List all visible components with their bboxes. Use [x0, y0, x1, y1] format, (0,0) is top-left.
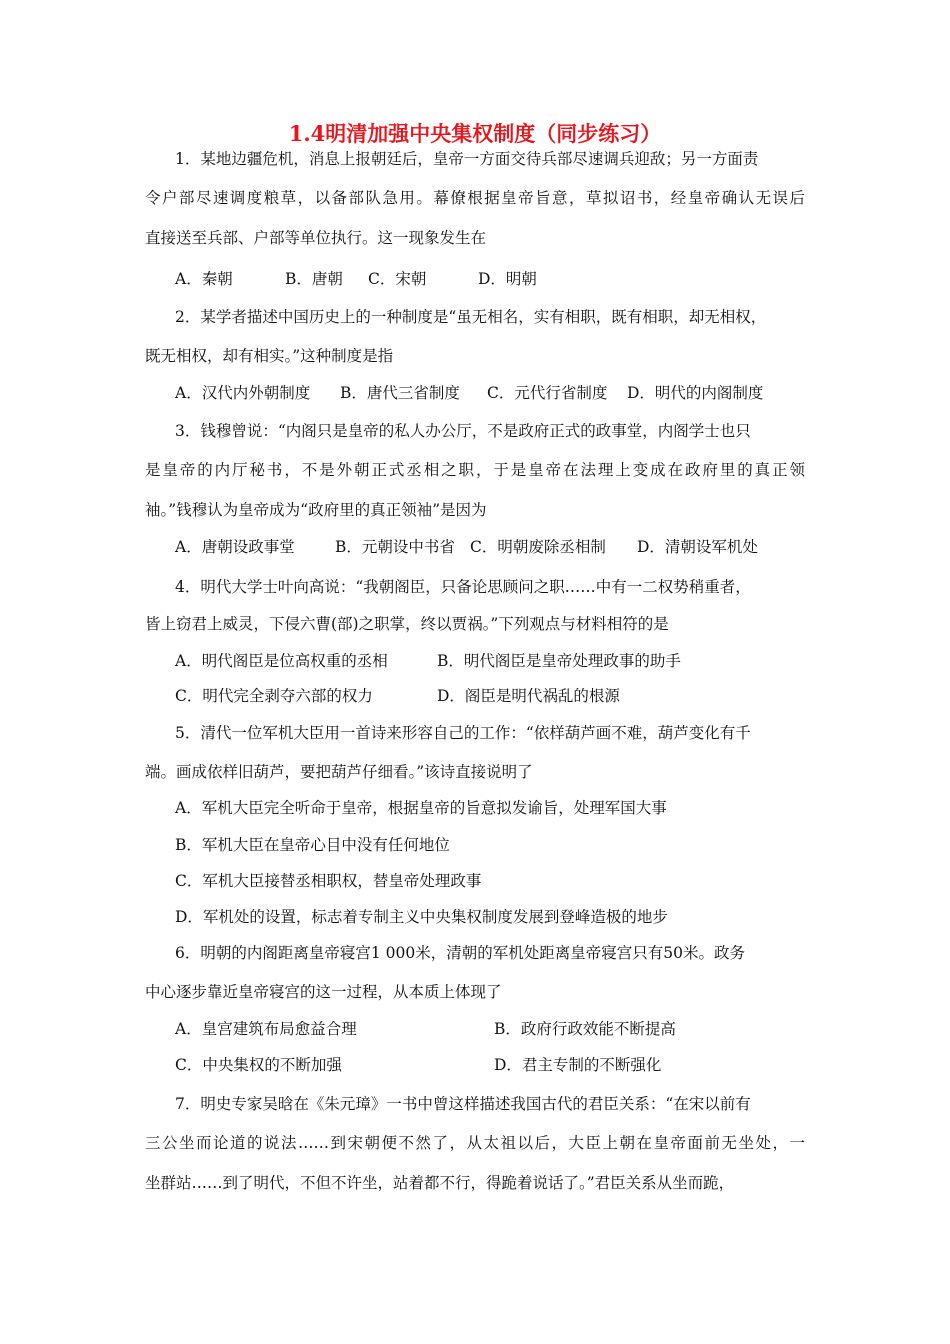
- question-5-line-1: 5．清代一位军机大臣用一首诗来形容自己的工作：“依样葫芦画不难，葫芦变化有千: [175, 724, 751, 742]
- question-1-line-2: 令户部尽速调度粮草，以备部队急用。幕僚根据皇帝旨意，草拟诏书，经皇帝确认无误后: [145, 189, 805, 207]
- question-6-line-2: 中心逐步靠近皇帝寝宫的这一过程，从本质上体现了: [145, 983, 502, 1001]
- option-c: C．中央集权的不断加强: [175, 1056, 342, 1074]
- option-a: A．唐朝设政事堂: [175, 538, 295, 556]
- question-7-line-2: 三公坐而论道的说法……到宋朝便不然了，从太祖以后，大臣上朝在皇帝面前无坐处，一: [145, 1134, 805, 1152]
- document-title: 1.4明清加强中央集权制度（同步练习）: [288, 121, 662, 146]
- option-d: D．清朝设军机处: [637, 538, 758, 556]
- question-5-option-d: D．军机处的设置，标志着专制主义中央集权制度发展到登峰造极的地步: [175, 908, 668, 926]
- option-b: B．唐代三省制度: [340, 384, 460, 402]
- question-1-line-3: 直接送至兵部、户部等单位执行。这一现象发生在: [145, 229, 487, 247]
- question-5-line-2: 端。画成依样旧葫芦，要把葫芦仔细看。”该诗直接说明了: [145, 763, 533, 781]
- option-c: C．明朝废除丞相制: [470, 538, 606, 556]
- question-4-line-2: 皆上窃君上威灵，下侵六曹(部)之职掌，终以贾祸。”下列观点与材料相符的是: [145, 615, 669, 633]
- option-b: B．唐朝: [285, 270, 343, 288]
- question-5-option-c: C．军机大臣接替丞相职权，替皇帝处理政事: [175, 872, 482, 890]
- option-a: A．秦朝: [175, 270, 233, 288]
- question-1-line-1: 1．某地边疆危机，消息上报朝廷后，皇帝一方面交待兵部尽速调兵迎敌；另一方面责: [175, 150, 759, 168]
- option-b: B．政府行政效能不断提高: [494, 1020, 676, 1038]
- question-7-line-3: 坐群站……到了明代，不但不许坐，站着都不行，得跪着说话了。”君臣关系从坐而跪，: [145, 1174, 735, 1192]
- question-4-line-1: 4．明代大学士叶向高说：“我朝阁臣，只备论思顾问之职……中有一二权势稍重者，: [175, 578, 751, 596]
- option-b: B．元朝设中书省: [335, 538, 455, 556]
- question-3-line-2: 是皇帝的内厅秘书，不是外朝正式丞相之职，于是皇帝在法理上变成在政府里的真正领: [145, 461, 805, 479]
- question-7-line-1: 7．明史专家吴晗在《朱元璋》一书中曾这样描述我国古代的君臣关系：“在宋以前有: [175, 1095, 751, 1113]
- option-d: D．阁臣是明代祸乱的根源: [437, 687, 620, 705]
- option-c: C．元代行省制度: [487, 384, 608, 402]
- option-b: B．明代阁臣是皇帝处理政事的助手: [437, 652, 681, 670]
- question-2-line-1: 2．某学者描述中国历史上的一种制度是“虽无相名，实有相职，既有相职，却无相权，: [175, 308, 767, 326]
- option-c: C．宋朝: [368, 270, 427, 288]
- option-a: A．皇宫建筑布局愈益合理: [175, 1020, 357, 1038]
- question-3-line-3: 袖。”钱穆认为皇帝成为“政府里的真正领袖”是因为: [145, 501, 487, 519]
- option-c: C．明代完全剥夺六部的权力: [175, 687, 373, 705]
- question-3-line-1: 3．钱穆曾说：“内阁只是皇帝的私人办公厅，不是政府正式的政事堂，内阁学士也只: [175, 422, 751, 440]
- question-2-line-2: 既无相权，却有相实。”这种制度是指: [145, 347, 394, 365]
- option-a: A．汉代内外朝制度: [175, 384, 311, 402]
- option-d: D．明代的内阁制度: [627, 384, 764, 402]
- option-a: A．明代阁臣是位高权重的丞相: [175, 652, 388, 670]
- question-6-line-1: 6．明朝的内阁距离皇帝寝宫1 000米，清朝的军机处距离皇帝寝宫只有50米。政务: [175, 944, 745, 962]
- question-5-option-a: A．军机大臣完全听命于皇帝，根据皇帝的旨意拟发谕旨，处理军国大事: [175, 799, 667, 817]
- option-d: D．明朝: [478, 270, 537, 288]
- question-5-option-b: B．军机大臣在皇帝心目中没有任何地位: [175, 836, 450, 854]
- option-d: D．君主专制的不断强化: [494, 1056, 662, 1074]
